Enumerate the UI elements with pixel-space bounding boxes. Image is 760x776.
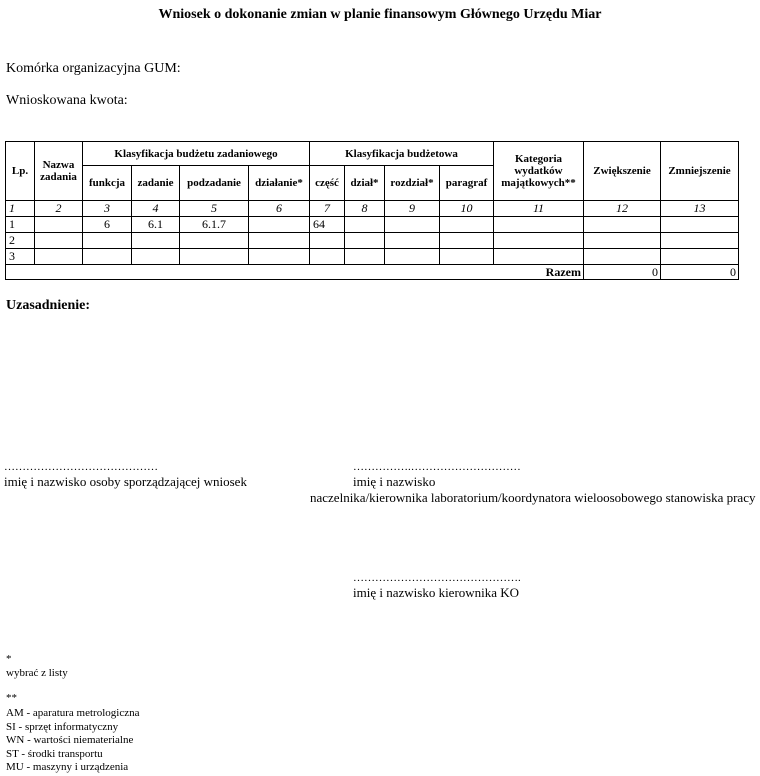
header-dzialanie: działanie* <box>249 166 310 201</box>
document-title: Wniosek o dokonanie zmian w planie finansowym Głównego Urzędu Miar <box>158 7 602 22</box>
cell-category[interactable] <box>494 233 584 249</box>
signature-line-head: …………….………………………… <box>353 461 521 473</box>
col-number: 12 <box>584 201 661 217</box>
signature-label-head-1: imię i nazwisko <box>353 474 436 489</box>
cell-funkcja[interactable]: 6 <box>83 217 132 233</box>
table-row <box>6 249 739 265</box>
cell-dzialanie[interactable] <box>249 217 310 233</box>
cell-lp[interactable]: 3 <box>6 249 35 265</box>
footnote-category-list <box>6 707 139 775</box>
header-dzial: dział* <box>345 166 385 201</box>
cell-lp[interactable]: 1 <box>6 217 35 233</box>
cell-dzial[interactable] <box>345 249 385 265</box>
header-rozdzial: rozdział* <box>385 166 440 201</box>
total-increase: 0 <box>584 265 661 280</box>
list-item: MU - maszyny i urządzenia <box>6 761 129 773</box>
footnote-star-text: wybrać z listy <box>6 667 68 679</box>
cell-rozdzial[interactable] <box>385 217 440 233</box>
signature-line-ko: ………………………………………. <box>353 572 521 584</box>
cell-zadanie[interactable] <box>132 249 180 265</box>
cell-decrease[interactable] <box>661 233 739 249</box>
col-number: 11 <box>494 201 584 217</box>
signature-label-ko: imię i nazwisko kierownika KO <box>353 585 520 600</box>
cell-funkcja[interactable] <box>83 249 132 265</box>
column-number-row <box>6 201 739 217</box>
header-budget-class: Klasyfikacja budżetowa <box>310 142 494 166</box>
header-czesc: część <box>310 166 345 201</box>
cell-category[interactable] <box>494 249 584 265</box>
cell-task-name[interactable] <box>35 217 83 233</box>
header-lp: Lp. <box>6 142 35 201</box>
col-number: 6 <box>249 201 310 217</box>
cell-rozdzial[interactable] <box>385 233 440 249</box>
cell-zadanie[interactable] <box>132 233 180 249</box>
cell-task-name[interactable] <box>35 233 83 249</box>
total-row <box>6 265 739 280</box>
cell-czesc[interactable] <box>310 249 345 265</box>
col-number: 7 <box>310 201 345 217</box>
cell-dzialanie[interactable] <box>249 249 310 265</box>
header-task-budget: Klasyfikacja budżetu zadaniowego <box>83 142 310 166</box>
table-row <box>6 217 739 233</box>
header-task-name: Nazwa zadania <box>35 142 83 201</box>
header-paragraf: paragraf <box>440 166 494 201</box>
col-number: 1 <box>6 201 35 217</box>
cell-dzial[interactable] <box>345 233 385 249</box>
col-number: 9 <box>385 201 440 217</box>
list-item: SI - sprzęt informatyczny <box>6 720 119 733</box>
header-increase: Zwiększenie <box>584 142 661 201</box>
cell-increase[interactable] <box>584 233 661 249</box>
cell-rozdzial[interactable] <box>385 249 440 265</box>
cell-increase[interactable] <box>584 249 661 265</box>
budget-table <box>5 141 739 280</box>
col-number: 10 <box>440 201 494 217</box>
cell-czesc[interactable] <box>310 233 345 249</box>
total-label: Razem <box>6 265 584 280</box>
cell-paragraf[interactable] <box>440 217 494 233</box>
signature-line-preparer: …………………………………… <box>4 461 158 473</box>
cell-decrease[interactable] <box>661 217 739 233</box>
cell-podzadanie[interactable]: 6.1.7 <box>180 217 249 233</box>
col-number: 2 <box>35 201 83 217</box>
cell-paragraf[interactable] <box>440 233 494 249</box>
list-item: WN - wartości niematerialne <box>6 734 134 746</box>
header-decrease: Zmniejszenie <box>661 142 739 201</box>
justification-label: Uzasadnienie: <box>6 298 90 313</box>
cell-funkcja[interactable] <box>83 233 132 249</box>
cell-zadanie[interactable]: 6.1 <box>132 217 180 233</box>
header-funkcja: funkcja <box>83 166 132 201</box>
col-number: 5 <box>180 201 249 217</box>
list-item: ST - środki transportu <box>6 747 103 760</box>
total-decrease: 0 <box>661 265 739 280</box>
cell-decrease[interactable] <box>661 249 739 265</box>
cell-podzadanie[interactable] <box>180 249 249 265</box>
cell-paragraf[interactable] <box>440 249 494 265</box>
cell-lp[interactable]: 2 <box>6 233 35 249</box>
cell-task-name[interactable] <box>35 249 83 265</box>
header-podzadanie: podzadanie <box>180 166 249 201</box>
footnote-star: * <box>6 653 12 665</box>
cell-increase[interactable] <box>584 217 661 233</box>
signature-label-head-2: naczelnika/kierownika laboratorium/koordynatora wieloosobowego stanowiska pracy <box>310 490 756 505</box>
table-row <box>6 233 739 249</box>
list-item: AM - aparatura metrologiczna <box>6 707 140 719</box>
signature-label-preparer: imię i nazwisko osoby sporządzającej wniosek <box>4 474 247 489</box>
col-number: 3 <box>83 201 132 217</box>
header-category: Kategoria wydatków majątkowych** <box>494 142 584 201</box>
cell-dzialanie[interactable] <box>249 233 310 249</box>
cell-czesc[interactable]: 64 <box>310 217 345 233</box>
col-number: 4 <box>132 201 180 217</box>
cell-dzial[interactable] <box>345 217 385 233</box>
cell-category[interactable] <box>494 217 584 233</box>
footnote-double-star: ** <box>6 692 17 704</box>
org-unit-label: Komórka organizacyjna GUM: <box>6 61 181 76</box>
amount-label: Wnioskowana kwota: <box>6 93 128 108</box>
col-number: 8 <box>345 201 385 217</box>
cell-podzadanie[interactable] <box>180 233 249 249</box>
col-number: 13 <box>661 201 739 217</box>
header-zadanie: zadanie <box>132 166 180 201</box>
